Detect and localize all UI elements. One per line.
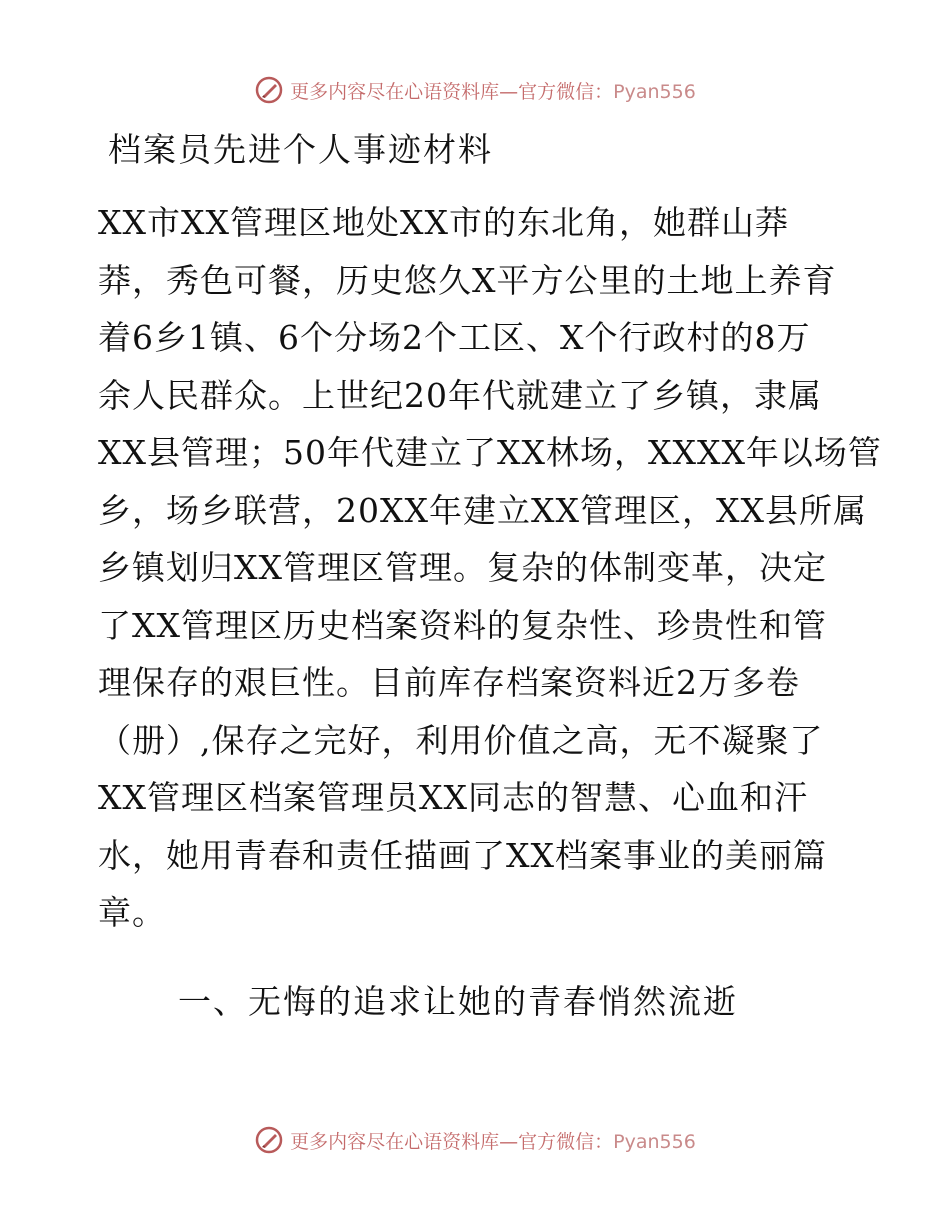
paragraph-line: XX管理区档案管理员XX同志的智慧、心血和汗	[98, 778, 808, 817]
paragraph-line: 余人民群众。上世纪20年代就建立了乡镇，隶属	[98, 375, 822, 415]
header-watermark	[0, 72, 950, 108]
paragraph-line: 理保存的艰巨性。目前库存档案资料近2万多卷	[98, 663, 800, 702]
watermark-text	[290, 77, 696, 104]
watermark-id-text: Pyan556	[613, 80, 696, 103]
document-paragraph	[98, 194, 882, 942]
document-title: 档案员先进个人事迹材料	[108, 130, 493, 169]
paragraph-line: 乡镇划归XX管理区管理。复杂的体制变革，决定	[98, 548, 827, 587]
watermark-main-text: 更多内容尽在心语资料库—官方微信：	[290, 1130, 614, 1153]
paragraph-line: 莽，秀色可餐，历史悠久X平方公里的土地上养育	[98, 260, 837, 300]
paragraph-line: XX县管理；50年代建立了XX林场，XXXX年以场管	[98, 433, 882, 472]
watermark-id-text: Pyan556	[613, 1130, 696, 1153]
paragraph-line: （册）,保存之完好，利用价值之高，无不凝聚了	[98, 720, 824, 760]
paragraph-line: XX市XX管理区地处XX市的东北角，她群山莽	[98, 203, 789, 242]
quill-pen-seal-icon	[254, 75, 284, 105]
paragraph-line: 乡，场乡联营，20XX年建立XX管理区，XX县所属	[98, 490, 867, 530]
paragraph-line: 了XX管理区历史档案资料的复杂性、珍贵性和管	[98, 605, 827, 645]
watermark-main-text: 更多内容尽在心语资料库—官方微信：	[290, 80, 614, 103]
watermark-text	[290, 1127, 696, 1154]
quill-pen-seal-icon	[254, 1125, 284, 1155]
section-heading: 一、无悔的追求让她的青春悄然流逝	[178, 982, 738, 1021]
paragraph-line: 章。	[98, 893, 166, 932]
paragraph-line: 水，她用青春和责任描画了XX档案事业的美丽篇	[98, 835, 827, 875]
footer-watermark	[0, 1122, 950, 1158]
paragraph-line: 着6乡1镇、6个分场2个工区、X个行政村的8万	[98, 318, 811, 357]
